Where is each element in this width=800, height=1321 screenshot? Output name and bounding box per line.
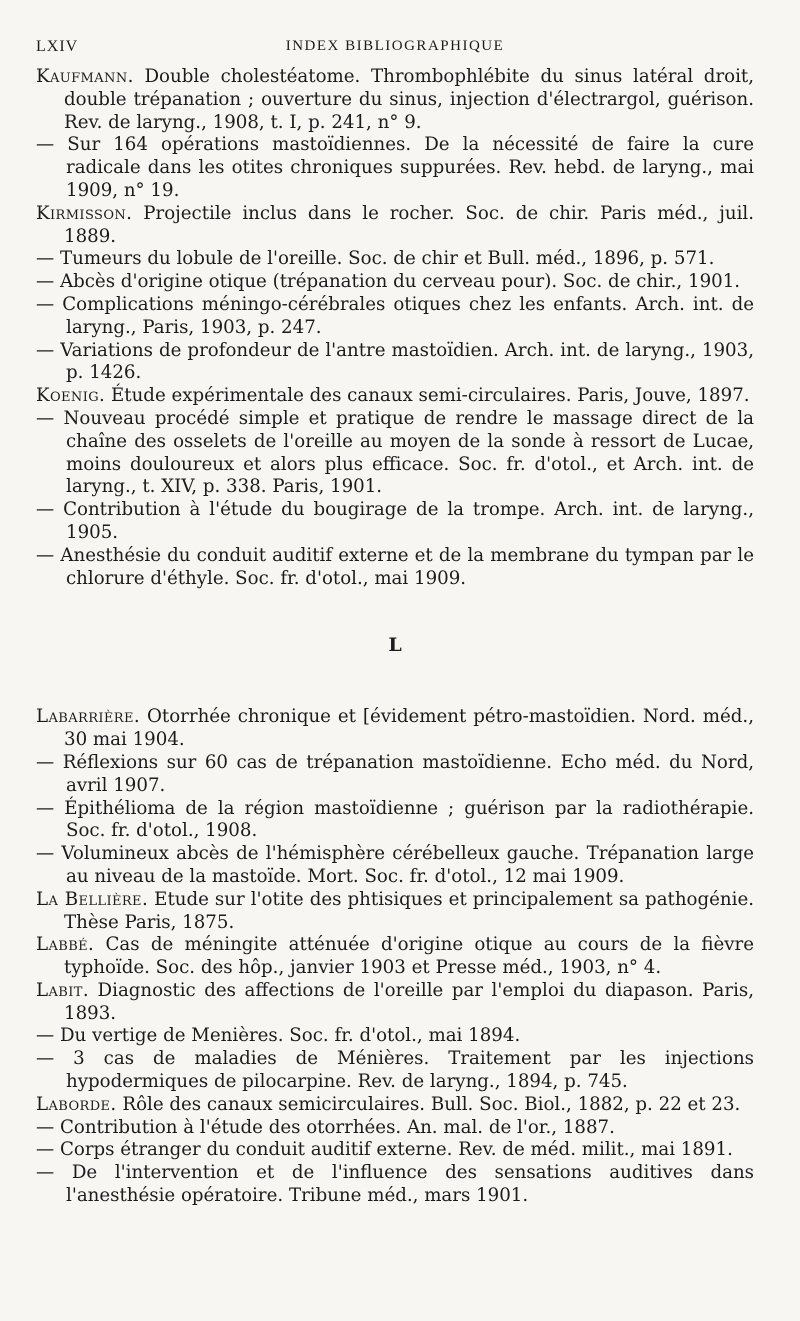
- bib-entry: [36, 1117, 754, 1140]
- entry-text: — Complications méningo-cérébrales otiques chez les enfants. Arch. int. de laryng., Paris, 1903, p. 247.: [36, 293, 754, 338]
- bib-entry: [36, 1162, 754, 1208]
- bib-entry: [36, 980, 754, 1026]
- bib-entry: [36, 934, 754, 980]
- bib-entry: [36, 798, 754, 844]
- bib-entry: [36, 294, 754, 340]
- running-title: INDEX BIBLIOGRAPHIQUE: [285, 38, 505, 54]
- entry-author: Labarrière.: [36, 706, 141, 728]
- entry-text: — Nouveau procédé simple et pratique de rendre le massage direct de la chaîne des osselets de l'oreille au moyen de la sonde à ressort de Lucae, moins douloureux et alors plus efficace. Soc. fr. d'otol., et Arch. int. de laryng., t. XIV, p. 338. Paris, 1901.: [36, 407, 754, 498]
- entry-text: Rôle des canaux semicirculaires. Bull. Soc. Biol., 1882, p. 22 et 23.: [116, 1093, 741, 1115]
- entry-author: Labit.: [36, 979, 90, 1001]
- entry-text: — Épithélioma de la région mastoïdienne ; guérison par la radiothérapie. Soc. fr. d'otol., 1908.: [36, 797, 754, 842]
- bib-entry: [36, 203, 754, 249]
- bib-entry: [36, 1048, 754, 1094]
- entry-text: — Contribution à l'étude des otorrhées. An. mal. de l'or., 1887.: [36, 1116, 615, 1138]
- entry-text: — Corps étranger du conduit auditif externe. Rev. de méd. milit., mai 1891.: [36, 1139, 733, 1161]
- entry-text: — De l'intervention et de l'influence des sensations auditives dans l'anesthésie opératoire. Tribune méd., mars 1901.: [36, 1162, 754, 1207]
- entry-text: — Réflexions sur 60 cas de trépanation mastoïdienne. Echo méd. du Nord, avril 1907.: [36, 751, 754, 796]
- entry-text: Diagnostic des affections de l'oreille par l'emploi du diapason. Paris, 1893.: [64, 979, 754, 1024]
- entry-text: — Volumineux abcès de l'hémisphère cérébelleux gauche. Trépanation large au niveau de la mastoïde. Mort. Soc. fr. d'otol., 12 mai 1909.: [36, 843, 754, 887]
- entries-k: [36, 66, 754, 590]
- bib-entry: [36, 1139, 754, 1162]
- entry-text: — Contribution à l'étude du bougirage de la trompe. Arch. int. de laryng., 1905.: [36, 499, 754, 543]
- bib-entry: [36, 706, 754, 752]
- entry-author: Laborde.: [36, 1093, 117, 1115]
- bib-entry: [36, 271, 754, 294]
- entry-text: — Anesthésie du conduit auditif externe et de la membrane du tympan par le chlorure d'éthyle. Soc. fr. d'otol., mai 1909.: [36, 544, 754, 589]
- entry-text: Cas de méningite atténuée d'origine otique au cours de la fièvre typhoïde. Soc. des hôp., janvier 1903 et Presse méd., 1903, n° 4.: [64, 934, 754, 979]
- entry-text: Otorrhée chronique et [évidement pétro-mastoïdien. Nord. méd., 30 mai 1904.: [64, 706, 754, 751]
- entry-text: Etude sur l'otite des phtisiques et principalement sa pathogénie. Thèse Paris, 1875.: [64, 888, 754, 933]
- entry-text: — 3 cas de maladies de Ménières. Traitement par les injections hypodermiques de pilocarpine. Rev. de laryng., 1894, p. 745.: [36, 1048, 754, 1093]
- bib-entry: [36, 408, 754, 499]
- bib-entry: [36, 66, 754, 134]
- bib-entry: [36, 1025, 754, 1048]
- entry-text: Étude expérimentale des canaux semi-circulaires. Paris, Jouve, 1897.: [105, 385, 750, 407]
- bib-entry: [36, 248, 754, 271]
- entry-author: Labbé.: [36, 934, 95, 956]
- entries-l: [36, 706, 754, 1208]
- page-number: LXIV: [36, 38, 79, 55]
- bib-entry: [36, 385, 754, 408]
- entry-author: La Bellière.: [36, 888, 149, 910]
- entry-author: Koenig.: [36, 385, 106, 407]
- entry-author: Kirmisson.: [36, 202, 133, 224]
- bib-entry: [36, 499, 754, 545]
- page-header: [36, 30, 754, 66]
- bib-entry: [36, 340, 754, 386]
- bib-entry: [36, 545, 754, 591]
- entry-text: Projectile inclus dans le rocher. Soc. de chir. Paris méd., juil. 1889.: [64, 202, 754, 247]
- section-letter: L: [388, 634, 402, 657]
- bib-entry: [36, 843, 754, 889]
- entry-text: — Du vertige de Menières. Soc. fr. d'otol., mai 1894.: [36, 1025, 521, 1047]
- bib-entry: [36, 889, 754, 935]
- bib-entry: [36, 1094, 754, 1117]
- entry-text: — Variations de profondeur de l'antre mastoïdien. Arch. int. de laryng., 1903, p. 1426.: [36, 339, 754, 384]
- bib-entry: [36, 134, 754, 202]
- entry-text: — Sur 164 opérations mastoïdiennes. De la nécessité de faire la cure radicale dans les otites chroniques suppurées. Rev. hebd. de laryng., mai 1909, n° 19.: [36, 134, 754, 201]
- entry-author: Kaufmann.: [36, 66, 134, 87]
- entry-text: — Abcès d'origine otique (trépanation du cerveau pour). Soc. de chir., 1901.: [36, 271, 741, 293]
- entry-text: Double cholestéatome. Thrombophlébite du sinus latéral droit, double trépanation ; ouverture du sinus, injection d'électrargol, guérison. Rev. de laryng., 1908, t. I, p. 241, n° 9.: [64, 66, 754, 133]
- entry-text: — Tumeurs du lobule de l'oreille. Soc. de chir et Bull. méd., 1896, p. 571.: [36, 248, 715, 270]
- bib-entry: [36, 752, 754, 798]
